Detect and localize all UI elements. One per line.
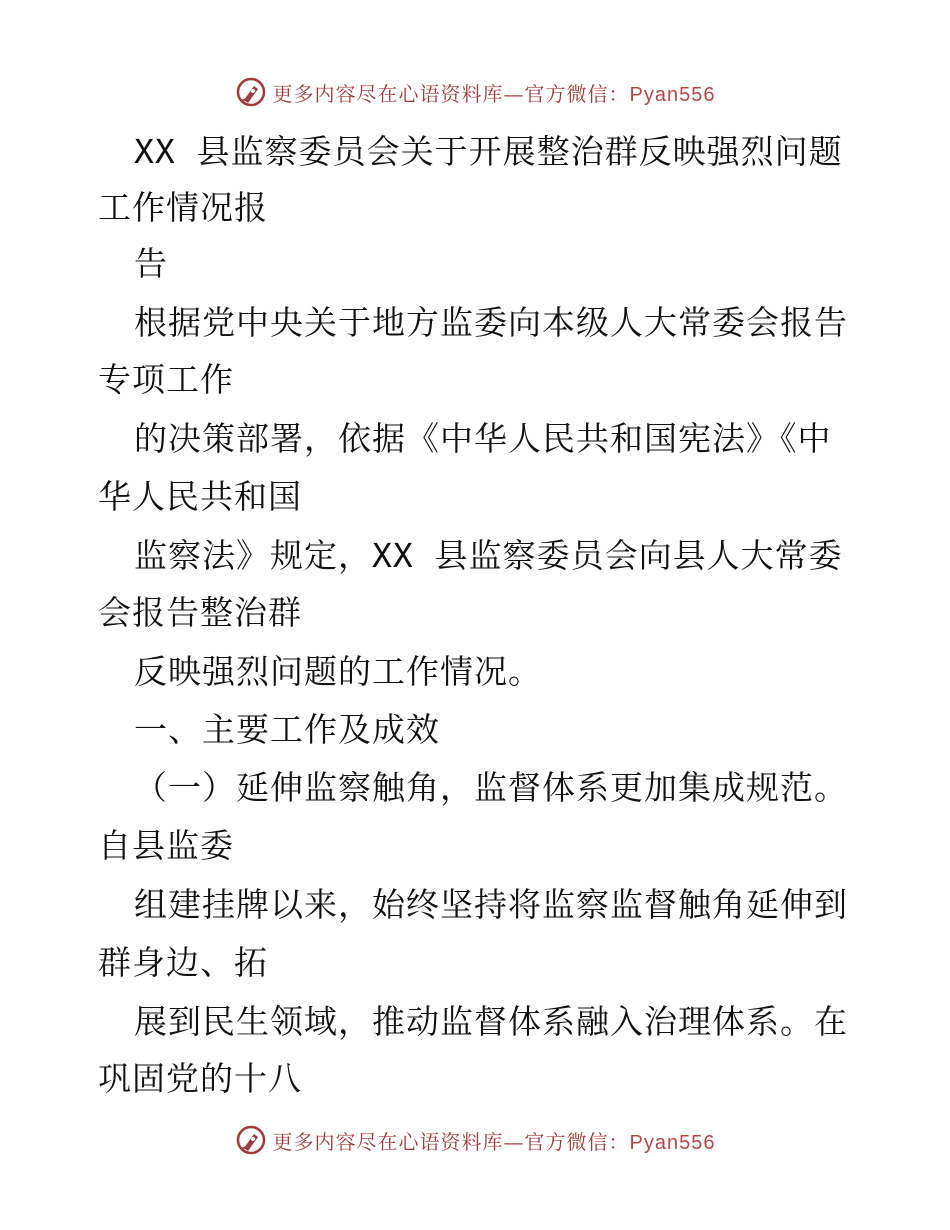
paragraph-line: 监察法》规定，XX 县监察委员会向县人大常委 bbox=[134, 536, 843, 575]
pen-nib-logo-icon bbox=[235, 76, 267, 108]
footer-watermark bbox=[0, 1120, 950, 1160]
paragraph-line: 的决策部署，依据《中华人民共和国宪法》《中 bbox=[134, 419, 832, 458]
paragraph-line: 会报告整治群 bbox=[98, 593, 302, 632]
paragraph-line: 专项工作 bbox=[98, 360, 234, 399]
paragraph-line: 反映强烈问题的工作情况。 bbox=[134, 652, 542, 691]
watermark-text: 更多内容尽在心语资料库—官方微信：Pyan556 bbox=[272, 81, 716, 106]
pen-nib-logo-icon bbox=[235, 1124, 267, 1156]
paragraph-line: 华人民共和国 bbox=[98, 477, 302, 516]
paragraph-line: 组建挂牌以来，始终坚持将监察监督触角延伸到 bbox=[134, 885, 848, 924]
paragraph-line: 群身边、拓 bbox=[98, 943, 268, 982]
watermark-text: 更多内容尽在心语资料库—官方微信：Pyan556 bbox=[272, 1129, 716, 1154]
paragraph-line: 根据党中央关于地方监委向本级人大常委会报告 bbox=[134, 303, 848, 342]
paragraph-line: 展到民生领域，推动监督体系融入治理体系。在 bbox=[134, 1002, 848, 1041]
section-heading: 一、主要工作及成效 bbox=[134, 710, 440, 749]
paragraph-line: 巩固党的十八 bbox=[98, 1059, 302, 1098]
header-watermark bbox=[0, 72, 950, 112]
subsection-heading: （一）延伸监察触角，监督体系更加集成规范。 bbox=[134, 768, 848, 807]
title-line-2: 工作情况报 bbox=[98, 188, 268, 227]
title-line-3: 告 bbox=[134, 244, 168, 283]
paragraph-line: 自县监委 bbox=[98, 826, 234, 865]
title-line-1: XX 县监察委员会关于开展整治群反映强烈问题 bbox=[134, 132, 843, 171]
